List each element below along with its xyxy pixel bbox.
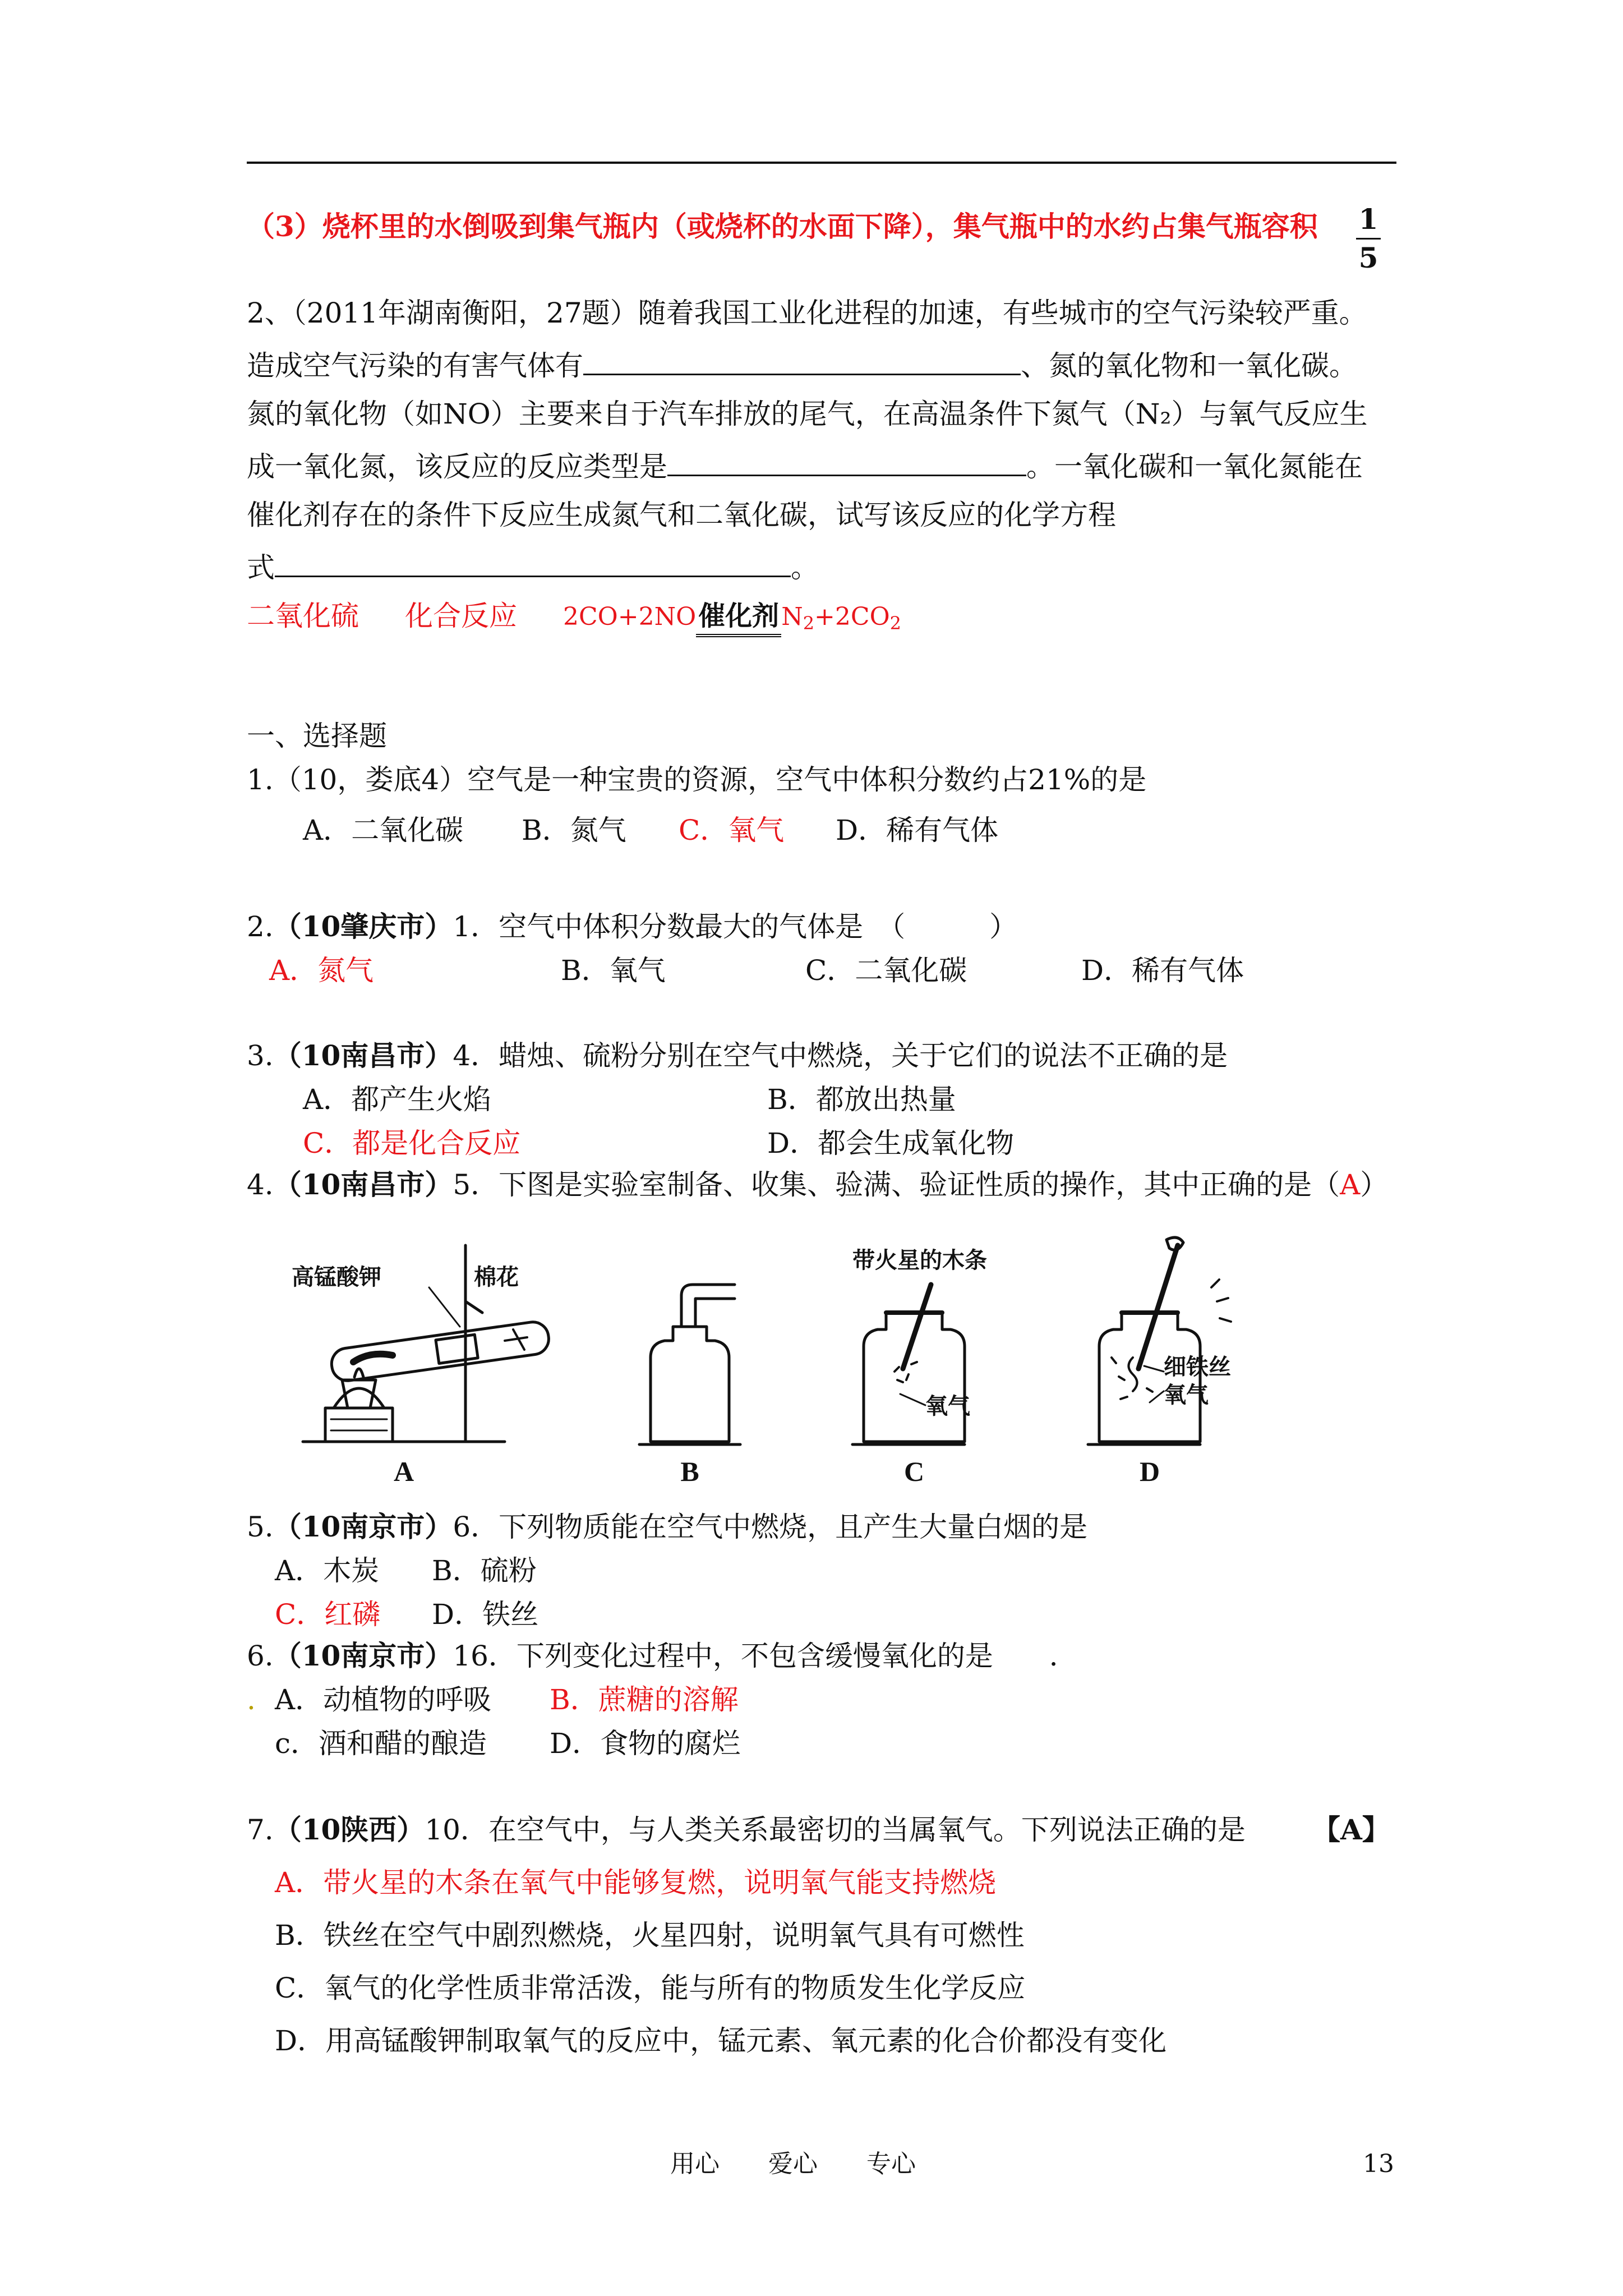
- q5-number: 5.: [247, 1511, 274, 1543]
- q6-stem: [247, 1638, 1077, 1674]
- label-potassium-permanganate: 高锰酸钾: [292, 1265, 381, 1290]
- q5-option-c[interactable]: C．红磷: [275, 1598, 381, 1631]
- hengyang-line-6-a: 式: [247, 551, 275, 584]
- caption-d: D: [1139, 1456, 1160, 1487]
- caption-b: B: [680, 1456, 699, 1487]
- q7-option-a[interactable]: A．带火星的木条在氧气中能够复燃，说明氧气能支持燃烧: [275, 1866, 997, 1899]
- q3-option-d[interactable]: D．都会生成氧化物: [767, 1127, 1015, 1159]
- header-rule: [247, 162, 1396, 164]
- lab-apparatus-figure: [292, 1234, 1413, 1498]
- caption-c: C: [903, 1456, 925, 1487]
- q2-source: （10肇庆市）: [273, 910, 453, 943]
- q2-option-b[interactable]: B．氧气: [561, 954, 666, 987]
- blank-chemical-equation[interactable]: [275, 547, 791, 577]
- label-oxygen-c: 氧气: [925, 1394, 970, 1419]
- q4-number: 4.: [247, 1168, 274, 1201]
- q1-stem: 1.（10，娄底4）空气是一种宝贵的资源，空气中体积分数约占21%的是: [247, 763, 1147, 796]
- footer-motto-3: 专心: [866, 2150, 916, 2178]
- q5-source: （10南京市）: [273, 1510, 453, 1543]
- q3-option-a[interactable]: A．都产生火焰: [303, 1083, 492, 1116]
- hengyang-line-1: [247, 295, 1367, 331]
- hengyang-line-4: [247, 447, 1363, 485]
- q4-close: ）: [1360, 1168, 1389, 1201]
- q2-option-a[interactable]: A．氮气: [269, 954, 374, 987]
- equation-catalyst: 催化剂: [696, 598, 781, 637]
- q6-number: 6.: [247, 1640, 274, 1672]
- hengyang-line-2: [247, 346, 1357, 384]
- q7-stem: [247, 1812, 1246, 1848]
- q2-stem: [247, 909, 1017, 945]
- fraction-denominator: 5: [1358, 241, 1378, 274]
- q6-option-a[interactable]: A．动植物的呼吸: [275, 1683, 492, 1716]
- q2-option-d[interactable]: D．稀有气体: [1081, 954, 1244, 987]
- equation-reactants: 2CO+2NO: [563, 602, 697, 631]
- q5-option-a[interactable]: A．木炭: [275, 1554, 380, 1587]
- hengyang-line-3-text: 氮的氧化物（如NO）主要来自于汽车排放的尾气，在高温条件下氮气（N₂）与氧气反应生: [247, 398, 1368, 430]
- equation-subscript-2: 2: [889, 613, 902, 634]
- q4-source: （10南昌市）: [273, 1168, 453, 1201]
- q3-stem: [247, 1038, 1228, 1074]
- q2-number: 2.: [247, 910, 274, 943]
- q6-source: （10南京市）: [273, 1639, 453, 1672]
- q6-option-c[interactable]: c．酒和醋的酿造: [275, 1727, 487, 1760]
- hengyang-line-2-a: 造成空气污染的有害气体有: [247, 349, 583, 382]
- section-title: 一、选择题: [247, 720, 387, 752]
- q6-stray-dot: .: [247, 1683, 256, 1716]
- hengyang-line-5: [247, 497, 1116, 533]
- q3-stem-text: 4．蜡烛、硫粉分别在空气中燃烧，关于它们的说法不正确的是: [453, 1039, 1228, 1072]
- answer-sulfur-dioxide: 二氧化硫: [247, 600, 359, 632]
- q7-number: 7.: [247, 1814, 274, 1846]
- apparatus-d: [1088, 1237, 1231, 1444]
- q1-option-c[interactable]: C．氧气: [679, 814, 785, 846]
- q6-stem-text: 16．下列变化过程中，不包含缓慢氧化的是 ．: [453, 1640, 1077, 1672]
- hengyang-line-2-b: 、氮的氧化物和一氧化碳。: [1021, 349, 1357, 382]
- q6-option-b[interactable]: B．蔗糖的溶解: [550, 1683, 739, 1716]
- fraction-bar: [1356, 238, 1381, 240]
- previous-answer-text: （3）烧杯里的水倒吸到集气瓶内（或烧杯的水面下降），集气瓶中的水约占集气瓶容积: [247, 210, 1318, 243]
- apparatus-c: [852, 1285, 965, 1444]
- hengyang-line-6-b: 。: [791, 551, 819, 584]
- q3-option-b[interactable]: B．都放出热量: [767, 1083, 956, 1116]
- q6-option-d[interactable]: D．食物的腐烂: [550, 1727, 741, 1760]
- fraction-one-fifth: [1356, 202, 1381, 275]
- q4-stem: [247, 1167, 1388, 1203]
- q7-stem-text: 10．在空气中，与人类关系最密切的当属氧气。下列说法正确的是: [425, 1814, 1246, 1846]
- footer-motto-2: 爱心: [768, 2150, 818, 2178]
- q7-option-b[interactable]: B．铁丝在空气中剧烈燃烧，火星四射，说明氧气具有可燃性: [275, 1919, 1025, 1952]
- previous-answer: [247, 209, 1318, 245]
- caption-a: A: [393, 1456, 414, 1487]
- q3-source: （10南昌市）: [273, 1039, 453, 1072]
- q3-number: 3.: [247, 1039, 274, 1072]
- q2-stem-text: 1．空气中体积分数最大的气体是 （ ）: [453, 910, 1018, 943]
- q2-option-c[interactable]: C．二氧化碳: [805, 954, 967, 987]
- q7-option-c[interactable]: C．氧气的化学性质非常活泼，能与所有的物质发生化学反应: [275, 1972, 1026, 2004]
- label-cotton: 棉花: [474, 1265, 519, 1290]
- hengyang-line-5-text: 催化剂存在的条件下反应生成氮气和二氧化碳，试写该反应的化学方程: [247, 499, 1116, 531]
- answer-equation: [563, 598, 901, 641]
- q7-source: （10陕西）: [273, 1813, 425, 1846]
- label-glowing-splint: 带火星的木条: [852, 1248, 987, 1273]
- q4-answer: A: [1340, 1168, 1361, 1201]
- q3-option-c[interactable]: C．都是化合反应: [303, 1127, 521, 1159]
- hengyang-line-6: [247, 547, 819, 586]
- q5-stem: [247, 1509, 1087, 1545]
- hengyang-line-4-b: 。一氧化碳和一氧化氮能在: [1026, 450, 1363, 483]
- q1-option-b[interactable]: B．氮气: [522, 814, 626, 846]
- equation-product-b: +2CO: [814, 602, 890, 631]
- footer-motto-1: 用心: [670, 2150, 720, 2178]
- equation-subscript-1: 2: [803, 613, 815, 634]
- page-number: 13: [1363, 2150, 1394, 2178]
- blank-reaction-type[interactable]: [667, 447, 1026, 476]
- q5-option-d[interactable]: D．铁丝: [432, 1598, 539, 1631]
- q7-answer: 【A】: [1312, 1813, 1390, 1846]
- hengyang-line-1-text: 2、（2011年湖南衡阳，27题）随着我国工业化进程的加速，有些城市的空气污染较严重。: [247, 297, 1367, 329]
- q1-option-d[interactable]: D．稀有气体: [836, 814, 999, 846]
- equation-product-a: N: [781, 602, 803, 631]
- apparatus-b: [639, 1285, 740, 1444]
- q1-option-a[interactable]: A．二氧化碳: [303, 814, 464, 846]
- hengyang-line-4-a: 成一氧化氮，该反应的反应类型是: [247, 450, 667, 483]
- blank-harmful-gas[interactable]: [583, 346, 1021, 375]
- label-iron-wire: 细铁丝: [1164, 1355, 1231, 1379]
- answer-combination-reaction: 化合反应: [405, 600, 517, 632]
- fraction-numerator: 1: [1358, 203, 1378, 236]
- q5-option-b[interactable]: B．硫粉: [432, 1554, 537, 1587]
- label-oxygen-d: 氧气: [1164, 1383, 1209, 1407]
- q7-option-d[interactable]: D．用高锰酸钾制取氧气的反应中，锰元素、氧元素的化合价都没有变化: [275, 2024, 1167, 2057]
- q5-stem-text: 6．下列物质能在空气中燃烧，且产生大量白烟的是: [453, 1511, 1088, 1543]
- hengyang-line-3: [247, 396, 1368, 432]
- q4-stem-text: 5．下图是实验室制备、收集、验满、验证性质的操作，其中正确的是（: [453, 1168, 1340, 1201]
